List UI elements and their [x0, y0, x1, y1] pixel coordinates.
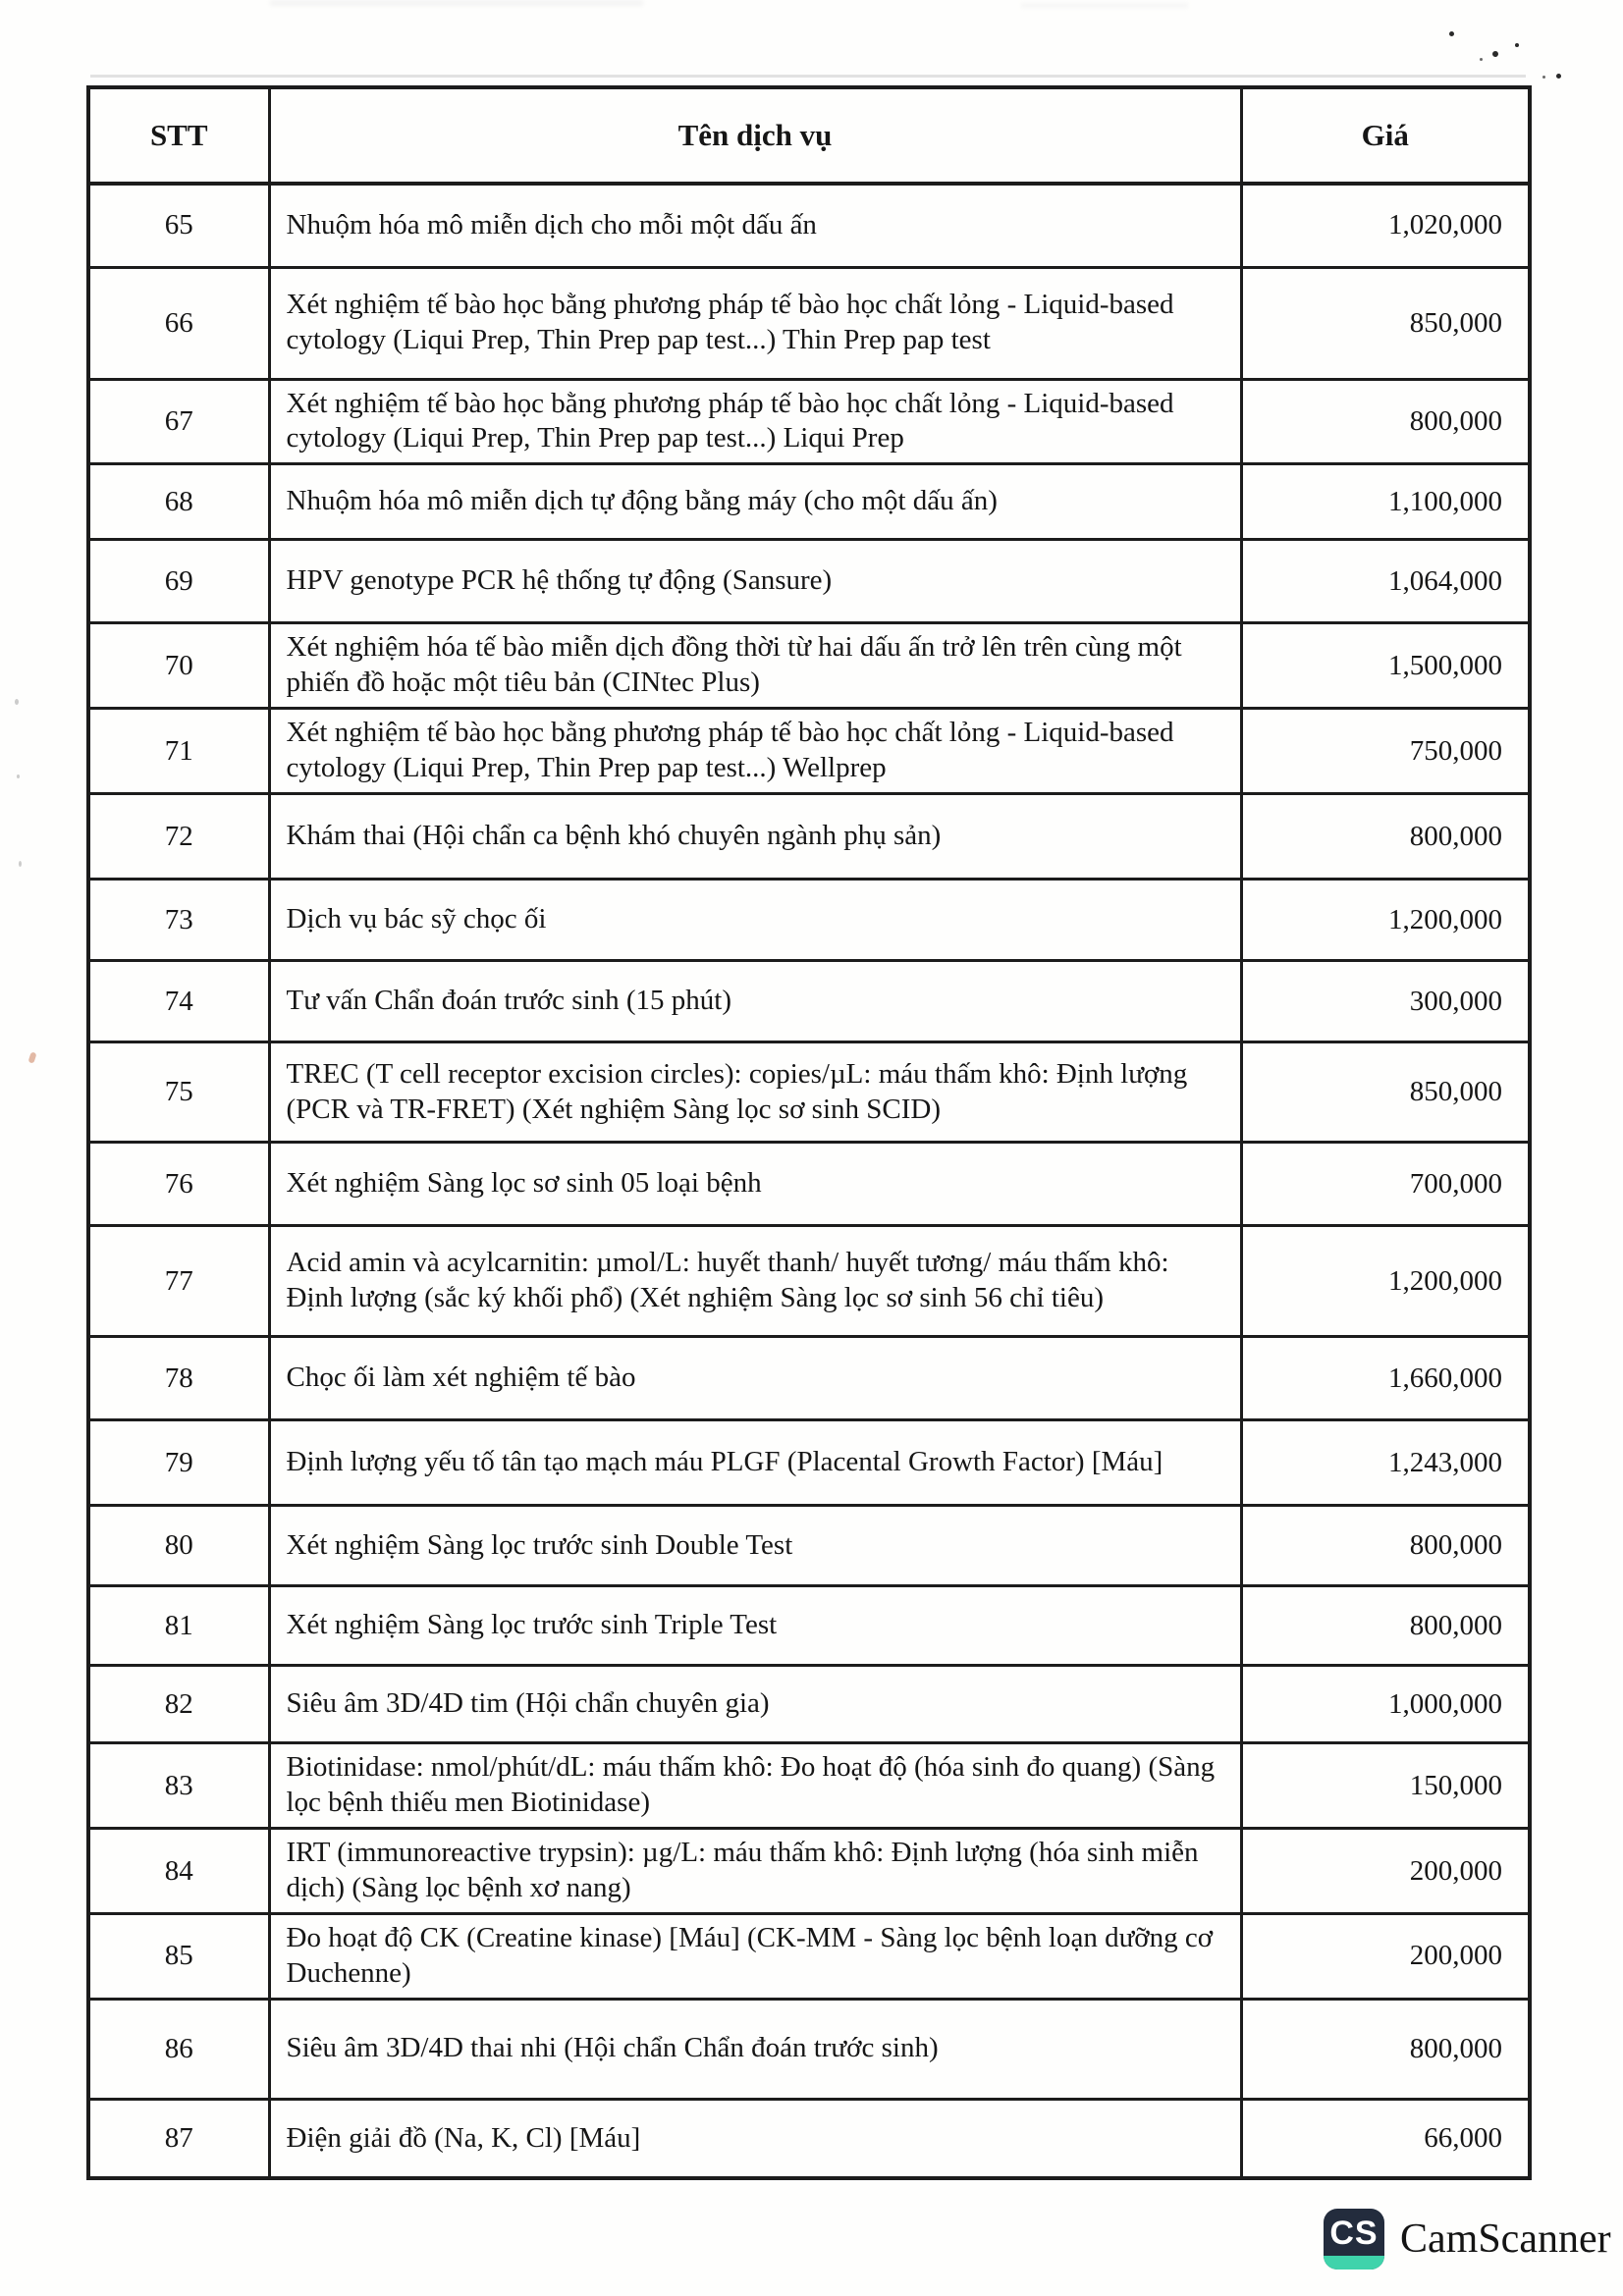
table-row [88, 184, 1530, 267]
price-cell: 1,020,000 [1241, 184, 1530, 267]
scan-artifact [1542, 76, 1545, 79]
price-table-body [88, 184, 1530, 2178]
service-name-cell: IRT (immunoreactive trypsin): µg/L: máu thấm khô: Định lượng (hóa sinh miễn dịch) (Sàng lọc bệnh xơ nang) [269, 1829, 1241, 1914]
stt-cell: 77 [88, 1226, 269, 1337]
stt-cell: 83 [88, 1743, 269, 1829]
stt-cell: 82 [88, 1666, 269, 1743]
camscanner-logo-accent-strip [1324, 2256, 1384, 2269]
service-name-cell: Chọc ối làm xét nghiệm tế bào [269, 1337, 1241, 1420]
table-row [88, 267, 1530, 379]
price-cell: 66,000 [1241, 2099, 1530, 2178]
stt-cell: 86 [88, 1999, 269, 2099]
price-cell: 1,500,000 [1241, 623, 1530, 709]
table-row [88, 709, 1530, 794]
service-name-cell: Xét nghiệm Sàng lọc trước sinh Triple Test [269, 1586, 1241, 1666]
price-cell: 800,000 [1241, 379, 1530, 464]
service-name-cell: Siêu âm 3D/4D tim (Hội chẩn chuyên gia) [269, 1666, 1241, 1743]
price-cell: 800,000 [1241, 1506, 1530, 1586]
price-cell: 1,064,000 [1241, 540, 1530, 623]
camscanner-logo-initials: CS [1329, 2214, 1379, 2252]
price-cell: 1,200,000 [1241, 880, 1530, 961]
price-cell: 300,000 [1241, 961, 1530, 1042]
scan-artifact [1492, 51, 1498, 57]
service-name-cell: Dịch vụ bác sỹ chọc ối [269, 880, 1241, 961]
table-row [88, 2099, 1530, 2178]
col-header-price: Giá [1241, 87, 1530, 184]
service-name-cell: Xét nghiệm tế bào học bằng phương pháp tế bào học chất lỏng - Liquid-based cytology (Liqui Prep, Thin Prep pap test...) Liqui Prep [269, 379, 1241, 464]
table-row [88, 1586, 1530, 1666]
price-cell: 1,000,000 [1241, 1666, 1530, 1743]
col-header-service-name: Tên dịch vụ [269, 87, 1241, 184]
table-row [88, 961, 1530, 1042]
table-row [88, 1337, 1530, 1420]
service-name-cell: Định lượng yếu tố tân tạo mạch máu PLGF (Placental Growth Factor) [Máu] [269, 1420, 1241, 1506]
table-row [88, 1042, 1530, 1143]
service-name-cell: Khám thai (Hội chẩn ca bệnh khó chuyên ngành phụ sản) [269, 794, 1241, 880]
price-cell: 1,100,000 [1241, 464, 1530, 540]
stt-cell: 66 [88, 267, 269, 379]
scan-artifact [1021, 3, 1188, 8]
stt-cell: 65 [88, 184, 269, 267]
price-cell: 1,243,000 [1241, 1420, 1530, 1506]
price-cell: 700,000 [1241, 1143, 1530, 1226]
service-name-cell: Điện giải đồ (Na, K, Cl) [Máu] [269, 2099, 1241, 2178]
service-name-cell: Acid amin và acylcarnitin: µmol/L: huyết thanh/ huyết tương/ máu thấm khô: Định lượng (sắc ký khối phổ) (Xét nghiệm Sàng lọc sơ sinh 56 chỉ tiêu) [269, 1226, 1241, 1337]
stt-cell: 74 [88, 961, 269, 1042]
stt-cell: 78 [88, 1337, 269, 1420]
table-row [88, 1914, 1530, 2000]
table-row [88, 794, 1530, 880]
scan-artifact [27, 1051, 36, 1063]
service-name-cell: Biotinidase: nmol/phút/dL: máu thấm khô: Đo hoạt độ (hóa sinh đo quang) (Sàng lọc bệnh thiếu men Biotinidase) [269, 1743, 1241, 1829]
price-cell: 750,000 [1241, 709, 1530, 794]
service-name-cell: HPV genotype PCR hệ thống tự động (Sansure) [269, 540, 1241, 623]
stt-cell: 71 [88, 709, 269, 794]
stt-cell: 76 [88, 1143, 269, 1226]
price-cell: 800,000 [1241, 1586, 1530, 1666]
stt-cell: 79 [88, 1420, 269, 1506]
scan-artifact [1480, 58, 1483, 61]
stt-cell: 73 [88, 880, 269, 961]
table-row [88, 1829, 1530, 1914]
stt-cell: 72 [88, 794, 269, 880]
price-cell: 1,660,000 [1241, 1337, 1530, 1420]
stt-cell: 81 [88, 1586, 269, 1666]
service-name-cell: Xét nghiệm Sàng lọc trước sinh Double Test [269, 1506, 1241, 1586]
camscanner-logo-icon [1324, 2209, 1384, 2269]
stt-cell: 85 [88, 1914, 269, 2000]
scan-artifact [1449, 31, 1454, 36]
price-cell: 150,000 [1241, 1743, 1530, 1829]
table-header-row [88, 87, 1530, 184]
service-name-cell: Siêu âm 3D/4D thai nhi (Hội chẩn Chẩn đoán trước sinh) [269, 1999, 1241, 2099]
service-name-cell: Nhuộm hóa mô miễn dịch cho mỗi một dấu ấn [269, 184, 1241, 267]
price-cell: 850,000 [1241, 1042, 1530, 1143]
camscanner-brand-text: CamScanner [1400, 2216, 1611, 2262]
service-name-cell: Đo hoạt độ CK (Creatine kinase) [Máu] (CK-MM - Sàng lọc bệnh loạn dưỡng cơ Duchenne) [269, 1914, 1241, 2000]
col-header-stt: STT [88, 87, 269, 184]
table-row [88, 1420, 1530, 1506]
service-name-cell: Nhuộm hóa mô miễn dịch tự động bằng máy (cho một dấu ấn) [269, 464, 1241, 540]
scan-artifact [270, 0, 643, 6]
service-name-cell: Tư vấn Chẩn đoán trước sinh (15 phút) [269, 961, 1241, 1042]
service-name-cell: Xét nghiệm hóa tế bào miễn dịch đồng thời từ hai dấu ấn trở lên trên cùng một phiến đồ hoặc một tiêu bản (CINtec Plus) [269, 623, 1241, 709]
table-row [88, 540, 1530, 623]
table-row [88, 880, 1530, 961]
scan-artifact [1556, 74, 1561, 79]
scan-artifact [1515, 43, 1519, 47]
price-cell: 800,000 [1241, 1999, 1530, 2099]
stt-cell: 67 [88, 379, 269, 464]
price-cell: 200,000 [1241, 1829, 1530, 1914]
service-name-cell: Xét nghiệm Sàng lọc sơ sinh 05 loại bệnh [269, 1143, 1241, 1226]
scan-ghost-line [90, 75, 1526, 78]
table-row [88, 1226, 1530, 1337]
stt-cell: 70 [88, 623, 269, 709]
stt-cell: 87 [88, 2099, 269, 2178]
stt-cell: 69 [88, 540, 269, 623]
table-row [88, 1743, 1530, 1829]
table-row [88, 464, 1530, 540]
stt-cell: 84 [88, 1829, 269, 1914]
service-name-cell: Xét nghiệm tế bào học bằng phương pháp tế bào học chất lỏng - Liquid-based cytology (Liqui Prep, Thin Prep pap test...) Wellprep [269, 709, 1241, 794]
table-row [88, 1143, 1530, 1226]
scan-artifact [17, 774, 20, 778]
stt-cell: 80 [88, 1506, 269, 1586]
price-cell: 850,000 [1241, 267, 1530, 379]
price-table [86, 85, 1532, 2180]
price-cell: 1,200,000 [1241, 1226, 1530, 1337]
table-row [88, 1506, 1530, 1586]
scan-artifact [15, 699, 19, 705]
table-row [88, 623, 1530, 709]
stt-cell: 75 [88, 1042, 269, 1143]
table-row [88, 1666, 1530, 1743]
stt-cell: 68 [88, 464, 269, 540]
scan-artifact [19, 861, 22, 867]
table-row [88, 379, 1530, 464]
camscanner-watermark [1324, 2209, 1611, 2269]
service-name-cell: Xét nghiệm tế bào học bằng phương pháp tế bào học chất lỏng - Liquid-based cytology (Liqui Prep, Thin Prep pap test...) Thin Prep pap test [269, 267, 1241, 379]
service-name-cell: TREC (T cell receptor excision circles): copies/µL: máu thấm khô: Định lượng (PCR và TR-FRET) (Xét nghiệm Sàng lọc sơ sinh SCID) [269, 1042, 1241, 1143]
price-cell: 200,000 [1241, 1914, 1530, 2000]
price-cell: 800,000 [1241, 794, 1530, 880]
table-row [88, 1999, 1530, 2099]
